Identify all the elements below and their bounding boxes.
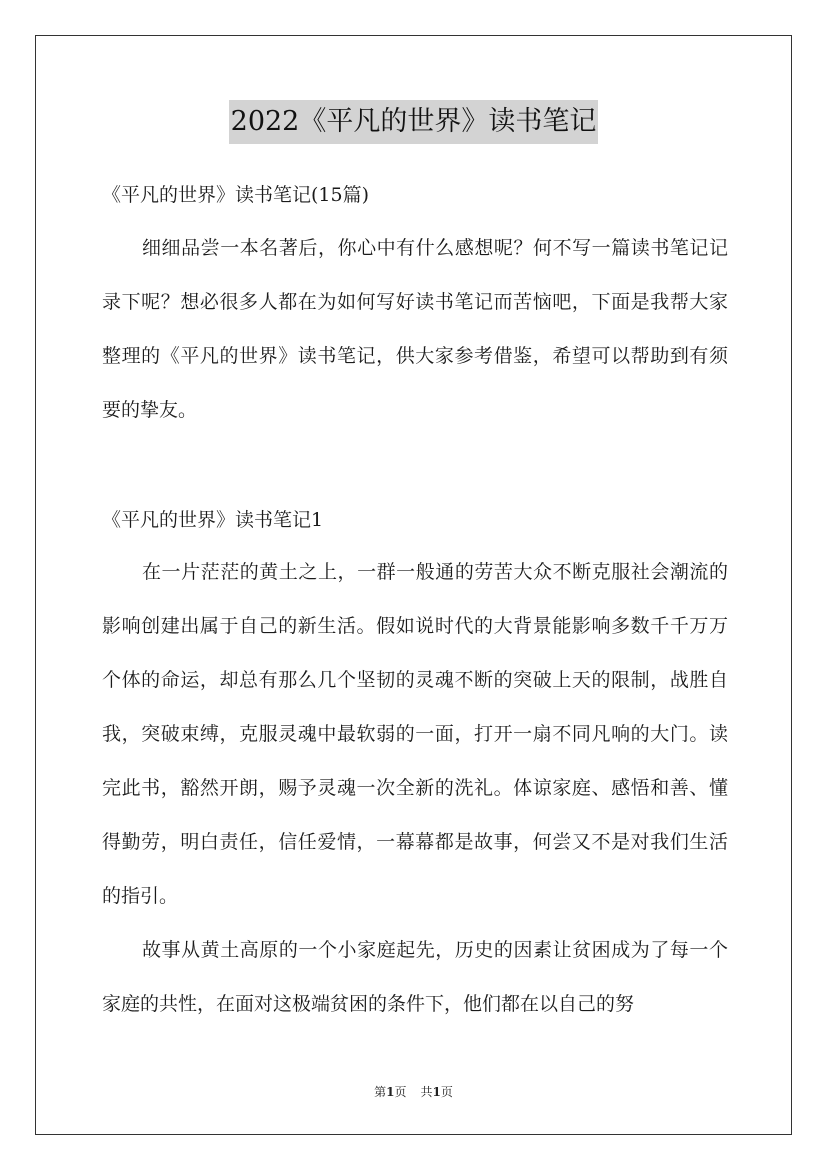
body-paragraph-2: 故事从黄土高原的一个小家庭起先，历史的因素让贫困成为了每一个家庭的共性，在面对这极端贫困的条件下，他们都在以自己的努 [102, 939, 728, 1015]
total-label-suffix: 页 [440, 1085, 453, 1099]
total-label-prefix: 共 [420, 1085, 433, 1099]
document-subtitle: 《平凡的世界》读书笔记(15篇) [102, 184, 370, 206]
intro-paragraph: 细细品尝一本名著后，你心中有什么感想呢？何不写一篇读书笔记记录下呢？想必很多人都在为如何写好读书笔记而苦恼吧，下面是我帮大家整理的《平凡的世界》读书笔记，供大家参考借鉴，希望可以帮助到有须要的挚友。 [102, 237, 728, 421]
page-label-suffix: 页 [394, 1085, 407, 1099]
page-label-prefix: 第 [374, 1085, 387, 1099]
page-number: 1 [386, 1085, 395, 1099]
document-title: 2022《平凡的世界》读书笔记 [229, 100, 599, 144]
section-heading: 《平凡的世界》读书笔记1 [102, 509, 324, 531]
page-footer [0, 1083, 827, 1101]
title-container [0, 100, 827, 144]
total-pages: 1 [432, 1085, 441, 1099]
body-paragraph-1: 在一片茫茫的黄土之上，一群一般通的劳苦大众不断克服社会潮流的影响创建出属于自己的新生活。假如说时代的大背景能影响多数千千万万个体的命运，却总有那么几个坚韧的灵魂不断的突破上天的限制，战胜自我，突破束缚，克服灵魂中最软弱的一面，打开一扇不同凡响的大门。读完此书，豁然开朗，赐予灵魂一次全新的洗礼。体谅家庭、感悟和善、懂得勤劳，明白责任，信任爱情，一幕幕都是故事，何尝又不是对我们生活的指引。 [102, 561, 728, 907]
